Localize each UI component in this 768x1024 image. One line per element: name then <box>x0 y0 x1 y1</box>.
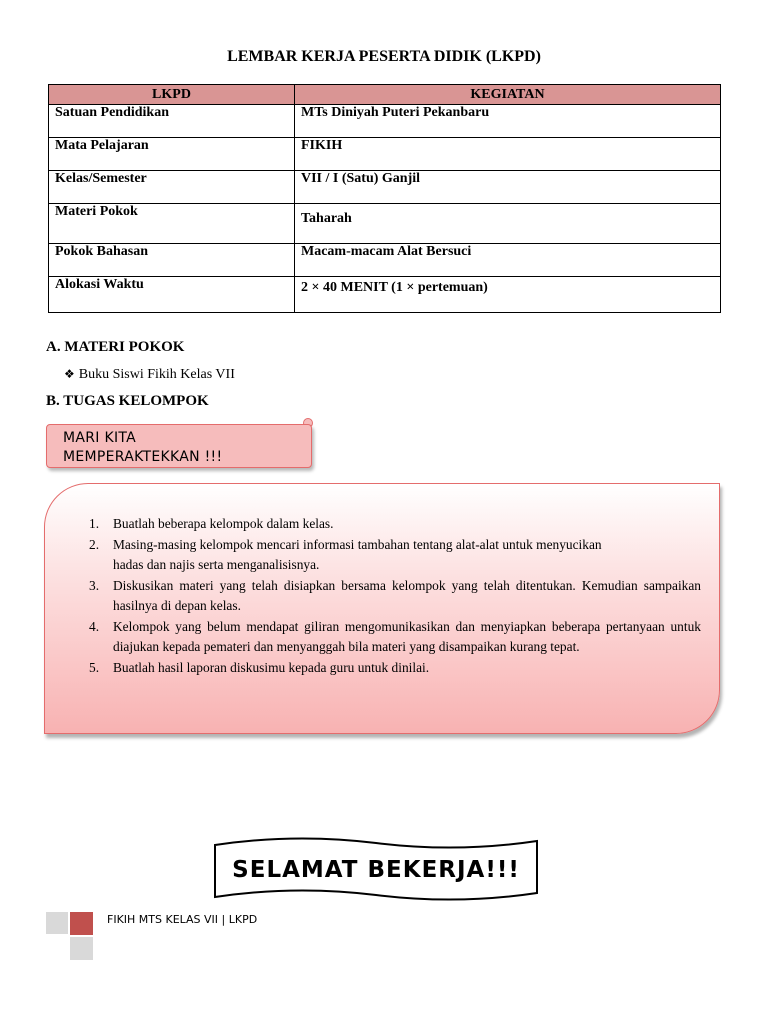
materi-bullet-item <box>64 367 235 383</box>
scroll-line-2: MEMPERAKTEKKAN !!! <box>63 449 223 465</box>
scroll-line-1: MARI KITA <box>63 430 137 446</box>
table-cell-value: Taharah <box>295 204 721 244</box>
table-cell-label: Kelas/Semester <box>49 171 295 204</box>
list-item <box>89 535 701 576</box>
table-cell-value: 2 × 40 MENIT (1 × pertemuan) <box>295 277 721 313</box>
table-row <box>49 244 721 277</box>
list-number: 5. <box>89 659 100 675</box>
section-b-heading: B. TUGAS KELOMPOK <box>46 393 209 409</box>
table-cell-label: Pokok Bahasan <box>49 244 295 277</box>
table-row <box>49 277 721 313</box>
task-list <box>89 514 701 678</box>
diamond-bullet-icon: ❖ <box>64 367 75 381</box>
list-item <box>89 514 701 535</box>
table-cell-label: Materi Pokok <box>49 204 295 244</box>
bullet-text: Buku Siswi Fikih Kelas VII <box>78 367 235 382</box>
table-row <box>49 105 721 138</box>
table-cell-label: Satuan Pendidikan <box>49 105 295 138</box>
list-item <box>89 576 701 617</box>
table-header-lkpd: LKPD <box>49 85 295 105</box>
closing-banner <box>213 835 539 903</box>
list-item <box>89 617 701 658</box>
list-number: 2. <box>89 536 100 552</box>
footer-red-square <box>70 912 93 935</box>
table-row <box>49 138 721 171</box>
footer-gray-square-lower <box>70 937 93 960</box>
list-text: Buatlah beberapa kelompok dalam kelas. <box>113 516 334 531</box>
scroll-banner-text <box>63 429 222 467</box>
task-panel <box>44 483 720 734</box>
list-item <box>89 658 701 679</box>
scroll-banner <box>46 424 312 468</box>
table-cell-label: Alokasi Waktu <box>49 277 295 313</box>
list-number: 4. <box>89 618 100 634</box>
table-row <box>49 204 721 244</box>
table-cell-value: FIKIH <box>295 138 721 171</box>
table-cell-label: Mata Pelajaran <box>49 138 295 171</box>
list-text: Diskusikan materi yang telah disiapkan bersama kelompok yang telah ditentukan. Kemudian sampaikan hasilnya di depan kelas. <box>113 577 701 613</box>
table-row <box>49 171 721 204</box>
table-header-kegiatan: KEGIATAN <box>295 85 721 105</box>
section-a-heading: A. MATERI POKOK <box>46 339 185 355</box>
table-header-row <box>49 85 721 105</box>
table-cell-value: VII / I (Satu) Ganjil <box>295 171 721 204</box>
table-cell-value: Macam-macam Alat Bersuci <box>295 244 721 277</box>
document-title: LEMBAR KERJA PESERTA DIDIK (LKPD) <box>227 48 541 65</box>
closing-banner-text: SELAMAT BEKERJA!!! <box>232 857 520 883</box>
list-text: Buatlah hasil laporan diskusimu kepada guru untuk dinilai. <box>113 659 430 675</box>
list-number: 1. <box>89 516 100 531</box>
lkpd-info-table <box>48 84 721 313</box>
list-number: 3. <box>89 577 100 593</box>
list-text: Masing-masing kelompok mencari informasi tambahan tentang alat-alat untuk menyucikan hadas dan najis serta menganalisisnya. <box>113 536 602 572</box>
list-text: Kelompok yang belum mendapat giliran mengomunikasikan dan menyiapkan beberapa pertanyaan untuk diajukan kepada pemateri dan menyanggah bila materi yang disampaikan kurang tepat. <box>113 618 701 654</box>
table-cell-value: MTs Diniyah Puteri Pekanbaru <box>295 105 721 138</box>
page-footer: FIKIH MTS KELAS VII | LKPD <box>107 913 258 926</box>
footer-gray-square <box>46 912 68 934</box>
